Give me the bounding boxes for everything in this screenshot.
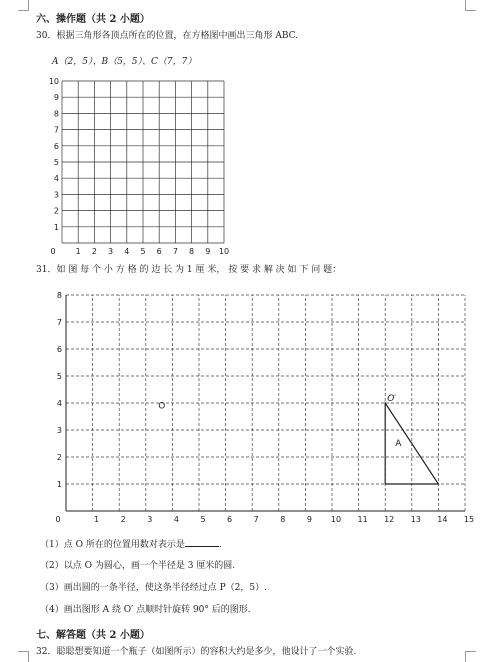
grid-31-x-label: 15 bbox=[463, 515, 475, 524]
grid-31-x-label: 3 bbox=[147, 515, 153, 524]
grid-30-x-label: 5 bbox=[140, 247, 146, 256]
grid-31-y-label: 1 bbox=[56, 480, 62, 489]
corner-mark-tl bbox=[18, 0, 29, 11]
question-31-item-3: （3）画出圆的一条半径，使这条半径经过点 P（2，5）. bbox=[40, 583, 267, 593]
grid-30-y-label: 7 bbox=[53, 125, 59, 135]
grid-31-x-label: 7 bbox=[253, 515, 259, 524]
grid-31-x-label: 13 bbox=[410, 515, 421, 524]
grid-31-x-label: 4 bbox=[173, 515, 179, 524]
grid-31-y-label: 7 bbox=[56, 318, 62, 327]
grid-30-y-label: 9 bbox=[53, 93, 59, 103]
grid-31-y-label: 3 bbox=[56, 426, 62, 435]
grid-31-x-label: 12 bbox=[384, 515, 395, 524]
grid-31-x-label: 9 bbox=[306, 515, 312, 524]
question-31-text: 31．如 图 每 个 小 方 格 的 边 长 为 1 厘 米， 按 要 求 解 决 如 下 问 题： bbox=[36, 265, 342, 275]
grid-30-x-label: 3 bbox=[108, 247, 114, 256]
grid-31-x-label: 0 bbox=[55, 515, 61, 524]
grid-30-y-label: 4 bbox=[53, 174, 59, 184]
grid-30-y-label: 6 bbox=[53, 141, 59, 151]
item-1-text: （1）点 O 所在的位置用数对表示是 bbox=[40, 540, 185, 550]
grid-30-x-label: 0 bbox=[50, 247, 56, 256]
item-1-end: . bbox=[218, 540, 222, 550]
grid-30-y-label: 8 bbox=[53, 109, 59, 119]
grid-30-x-label: 6 bbox=[156, 247, 162, 256]
corner-mark-bl bbox=[18, 651, 29, 662]
grid-31-y-label: 6 bbox=[56, 345, 62, 354]
question-30-text: 30．根据三角形各顶点所在的位置，在方格图中画出三角形 ABC. bbox=[36, 31, 299, 41]
shape-a-label: A bbox=[395, 439, 402, 450]
grid-30-x-label: 9 bbox=[205, 247, 211, 256]
grid-30-x-label: 4 bbox=[124, 247, 130, 256]
question-31-item-4: （4）画出图形 A 绕 O′ 点顺时针旋转 90° 后的图形. bbox=[40, 605, 251, 615]
grid-31-y-label: 8 bbox=[56, 291, 62, 300]
grid-31-x-label: 11 bbox=[357, 515, 368, 524]
grid-31-y-label: 4 bbox=[56, 399, 62, 408]
grid-31-x-label: 14 bbox=[437, 515, 448, 524]
grid-30-x-label: 10 bbox=[218, 247, 230, 256]
grid-31-y-label: 5 bbox=[56, 372, 62, 381]
grid-31 bbox=[50, 285, 480, 530]
grid-30-y-label: 3 bbox=[53, 190, 59, 200]
grid-30-x-label: 7 bbox=[172, 247, 178, 256]
grid-31-y-label: 2 bbox=[56, 453, 62, 462]
section-7-title: 七、解答题（共 2 小题） bbox=[36, 630, 150, 641]
question-31-item-1 bbox=[40, 537, 222, 551]
grid-30-x-label: 1 bbox=[75, 247, 81, 256]
answer-blank[interactable] bbox=[185, 537, 219, 547]
grid-30-x-label: 2 bbox=[91, 247, 97, 256]
question-31-item-2: （2）以点 O 为圆心，画一个半径是 3 厘米的圆. bbox=[40, 561, 236, 571]
corner-mark-tr bbox=[465, 0, 476, 11]
grid-31-x-label: 5 bbox=[200, 515, 206, 524]
grid-30-y-label: 2 bbox=[53, 206, 59, 216]
grid-31-x-label: 2 bbox=[120, 515, 126, 524]
grid-31-x-label: 1 bbox=[94, 515, 100, 524]
point-o-prime-label: O′ bbox=[387, 394, 397, 404]
question-30-points: A（2，5）、B（5，5）、C（7，7） bbox=[52, 57, 197, 67]
point-o-label: O bbox=[158, 401, 166, 412]
question-32-text: 32．聪聪想要知道一个瓶子（如图所示）的容积大约是多少，他设计了一个实验. bbox=[36, 647, 357, 657]
grid-30-y-label: 10 bbox=[48, 77, 59, 86]
grid-30-y-label: 1 bbox=[53, 222, 59, 232]
section-6-title: 六、操作题（共 2 小题） bbox=[36, 14, 150, 25]
grid-31-x-label: 6 bbox=[227, 515, 233, 524]
grid-30-x-label: 8 bbox=[189, 247, 195, 256]
grid-31-x-label: 8 bbox=[280, 515, 286, 524]
grid-31-x-label: 10 bbox=[330, 515, 342, 524]
grid-30-y-label: 5 bbox=[53, 158, 59, 167]
corner-mark-br bbox=[465, 651, 476, 662]
grid-30 bbox=[50, 75, 250, 260]
